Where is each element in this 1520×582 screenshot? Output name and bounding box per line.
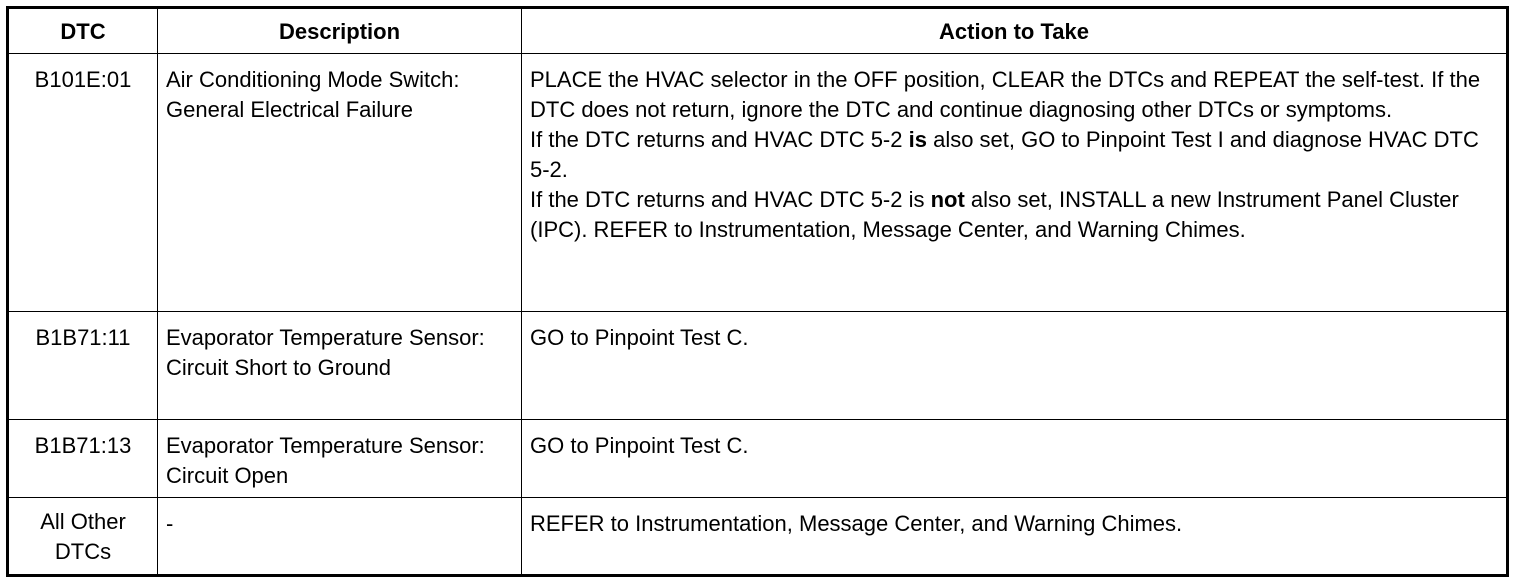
table-row [8,312,1508,420]
action-cell: GO to Pinpoint Test C. [522,420,1508,498]
action-emphasis: not [930,187,965,212]
description-cell: Evaporator Temperature Sensor: Circuit Short to Ground [158,312,522,420]
action-text: If the DTC returns and HVAC DTC 5-2 is [530,187,931,212]
table-row [8,498,1508,576]
description-cell: Air Conditioning Mode Switch: General Electrical Failure [158,54,522,312]
description-cell: Evaporator Temperature Sensor: Circuit Open [158,420,522,498]
action-text: also set, GO to Pinpoint Test I and diagnose HVAC DTC 5-2. [530,127,1479,182]
header-dtc: DTC [8,8,158,54]
table-row [8,420,1508,498]
action-emphasis: is [908,127,927,152]
dtc-table-container [6,6,1509,577]
dtc-table [6,6,1509,577]
dtc-cell: All Other DTCs [8,498,158,576]
action-cell: REFER to Instrumentation, Message Center, and Warning Chimes. [522,498,1508,576]
dtc-cell: B1B71:13 [8,420,158,498]
dtc-cell: B1B71:11 [8,312,158,420]
table-row [8,54,1508,312]
action-text: If the DTC returns and HVAC DTC 5-2 [530,127,909,152]
action-paragraph [530,185,1498,245]
action-paragraph: PLACE the HVAC selector in the OFF position, CLEAR the DTCs and REPEAT the self-test. If the DTC does not return, ignore the DTC and continue diagnosing other DTCs or symptoms. [530,67,1481,122]
description-cell: - [158,498,522,576]
header-row [8,8,1508,54]
action-cell: GO to Pinpoint Test C. [522,312,1508,420]
action-cell [522,54,1508,312]
header-description: Description [158,8,522,54]
dtc-cell: B101E:01 [8,54,158,312]
action-paragraph [530,125,1498,185]
action-text: also set, INSTALL a new Instrument Panel Cluster (IPC). REFER to Instrumentation, Message Center, and Warning Chimes. [530,187,1459,242]
header-action: Action to Take [522,8,1508,54]
